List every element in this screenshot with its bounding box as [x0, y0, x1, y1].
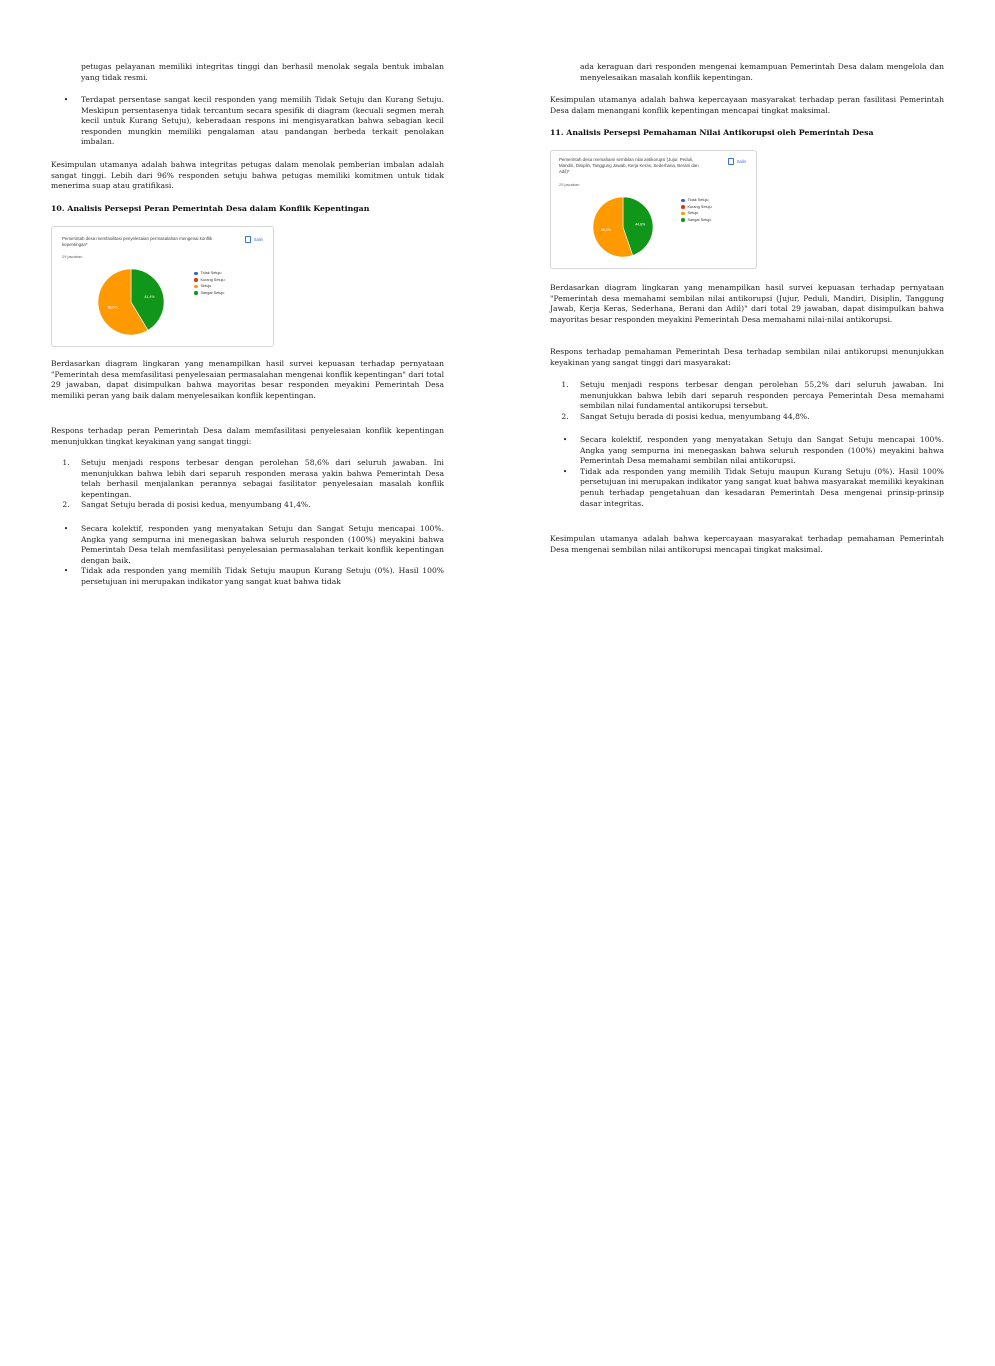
bullet-icon: • [63, 566, 69, 576]
legend-swatch [194, 278, 198, 282]
list-item [550, 435, 944, 467]
bullet-list [51, 524, 444, 588]
analysis-paragraph: Berdasarkan diagram lingkaran yang menampilkan hasil survei kepuasan terhadap pernyataan "Pemerintah desa memfasilitasi penyelesaian permasalahan mengenai konflik kepentingan" dari total 29 jawaban, dapat disimpulkan bahwa mayoritas besar responden meyakini Pemerintah Desa memiliki peran yang baik dalam menyelesaikan konflik kepentingan. [51, 359, 444, 400]
pie-data-label: 55,2% [600, 228, 611, 233]
list-number: 1. [62, 458, 70, 467]
section-heading-10: 10. Analisis Persepsi Peran Pemerintah Desa dalam Konflik Kepentingan [51, 204, 370, 213]
list-item [51, 500, 444, 511]
legend-item: Setuju [194, 283, 225, 290]
chart-figure-11 [550, 150, 757, 269]
chart-legend [194, 270, 225, 296]
list-text: Tidak ada responden yang memilih Tidak Setuju maupun Kurang Setuju (0%). Hasil 100% persetujuan ini merupakan indikator yang sangat kuat bahwa tidak [81, 566, 444, 586]
list-item [51, 566, 444, 587]
list-text: Secara kolektif, responden yang menyatakan Setuju dan Sangat Setuju mencapai 100%. Angka yang sempurna ini menegaskan bahwa seluruh responden (100%) meyakini bahwa Pemerintah Desa telah memfasilitasi penyelesaian permasalahan terkait konflik kepentingan dengan baik. [81, 524, 444, 565]
copy-button[interactable] [728, 158, 746, 165]
pie-data-label: 41,4% [144, 295, 155, 300]
intro-paragraph: petugas pelayanan memiliki integritas tinggi dan berhasil menolak segala bentuk imbalan yang tidak resmi. [81, 62, 444, 82]
copy-icon [245, 236, 251, 243]
legend-item: Setuju [681, 210, 712, 217]
list-number: 2. [62, 500, 70, 510]
list-item [51, 95, 444, 148]
pie-data-label: 58,6% [107, 305, 118, 310]
legend-swatch [681, 199, 685, 203]
numbered-list [550, 380, 944, 422]
conclusion-paragraph: Kesimpulan utamanya adalah bahwa integritas petugas dalam menolak pemberian imbalan adalah sangat tinggi. Lebih dari 96% responden setuju bahwa petugas memiliki komitmen untuk tidak menerima suap atau gratifikasi. [51, 160, 444, 191]
copy-button[interactable] [245, 236, 263, 243]
legend-swatch [194, 285, 198, 289]
response-count: 29 jawaban [62, 254, 83, 259]
legend-item: Tidak Setuju [681, 197, 712, 204]
chart-title: Pemerintah desa memfasilitasi penyelesaian permasalahan mengenai konflik kepentingan* [62, 236, 213, 247]
pie-data-label: 44,8% [635, 222, 646, 227]
list-item [550, 412, 944, 423]
chart-legend [681, 197, 712, 223]
numbered-list [51, 458, 444, 511]
bullet-icon: • [562, 466, 568, 476]
legend-item: Sangat Setuju [194, 290, 225, 297]
list-item [550, 467, 944, 509]
response-paragraph: Respons terhadap peran Pemerintah Desa dalam memfasilitasi penyelesaian konflik kepentingan menunjukkan tingkat keyakinan yang sangat tinggi: [51, 426, 444, 446]
chart-figure-10 [51, 226, 274, 347]
legend-item: Sangat Setuju [681, 217, 712, 224]
list-item [51, 458, 444, 500]
legend-swatch [194, 272, 198, 276]
response-paragraph: Respons terhadap pemahaman Pemerintah Desa terhadap sembilan nilai antikorupsi menunjukkan keyakinan yang sangat tinggi dari masyarakat: [550, 347, 944, 367]
copy-icon [728, 158, 734, 165]
section-heading-11: 11. Analisis Persepsi Pemahaman Nilai Antikorupsi oleh Pemerintah Desa [550, 128, 874, 137]
copy-label: Salin [253, 237, 263, 242]
intro-paragraph: ada keraguan dari responden mengenai kemampuan Pemerintah Desa dalam mengelola dan menyelesaikan masalah konflik kepentingan. [580, 62, 944, 82]
bullet-icon: • [63, 524, 69, 533]
list-text: Setuju menjadi respons terbesar dengan perolehan 55,2% dari seluruh jawaban. Ini menunjukkan bahwa lebih dari separuh responden percaya Pemerintah Desa memahami sembilan nilai fundamental antikorupsi tersebut. [580, 380, 944, 411]
list-text: Tidak ada responden yang memilih Tidak Setuju maupun Kurang Setuju (0%). Hasil 100% persetujuan ini merupakan indikator yang sangat kuat bahwa masyarakat memiliki keyakinan penuh terhadap pengetahuan dan kesadaran Pemerintah Desa mengenai prinsip-prinsip dasar integritas. [580, 466, 944, 508]
bullet-text: Terdapat persentase sangat kecil responden yang memilih Tidak Setuju dan Kurang Setuju. Meskipun persentasenya tidak tercantum secara spesifik di diagram (kecuali segmen merah kecil untuk Kurang Setuju), keberadaan respons ini mengisyaratkan bahwa sebagian kecil responden mungkin memiliki pengalaman atau pandangan berbeda terkait penolakan imbalan. [81, 95, 444, 147]
legend-swatch [194, 291, 198, 295]
legend-item: Tidak Setuju [194, 270, 225, 277]
bullet-list [550, 435, 944, 509]
list-item [550, 380, 944, 412]
list-number: 1. [561, 380, 569, 389]
list-item [51, 524, 444, 566]
legend-swatch [681, 212, 685, 216]
copy-label: Salin [736, 159, 746, 164]
legend-item: Kurang Setuju [681, 204, 712, 211]
list-text: Setuju menjadi respons terbesar dengan perolehan 58,6% dari seluruh jawaban. Ini menunjukkan bahwa lebih dari separuh responden merasa yakin bahwa Pemerintah Desa telah berhasil menjalankan perannya sebagai fasilitator penyelesaian masalah konflik kepentingan. [81, 458, 444, 499]
pie-chart [96, 267, 166, 337]
legend-swatch [681, 205, 685, 209]
list-text: Sangat Setuju berada di posisi kedua, menyumbang 44,8%. [580, 411, 810, 421]
legend-item: Kurang Setuju [194, 277, 225, 284]
legend-swatch [681, 218, 685, 222]
bullet-icon: • [63, 95, 69, 104]
pie-chart [591, 195, 655, 259]
list-number: 2. [561, 411, 569, 421]
list-text: Secara kolektif, responden yang menyatakan Setuju dan Sangat Setuju mencapai 100%. Angka yang sempurna ini menegaskan bahwa seluruh responden (100%) meyakini bahwa Pemerintah Desa memahami sembilan nilai antikorupsi. [580, 435, 944, 466]
conclusion-paragraph: Kesimpulan utamanya adalah bahwa kepercayaan masyarakat terhadap peran fasilitasi Pemerintah Desa dalam menangani konflik kepentingan mencapai tingkat maksimal. [550, 95, 944, 115]
analysis-paragraph: Berdasarkan diagram lingkaran yang menampilkan hasil survei kepuasan terhadap pernyataan "Pemerintah desa memahami sembilan nilai antikorupsi (Jujur, Peduli, Mandiri, Disiplin, Tanggung Jawab, Kerja Keras, Sederhana, Berani dan Adil)" dari total 29 jawaban, dapat disimpulkan bahwa mayoritas besar responden meyakini Pemerintah Desa memahami nilai-nilai antikorupsi. [550, 283, 944, 324]
chart-title: Pemerintah desa memahami sembilan nilai antikorupsi (Jujur, Peduli, Mandiri, Disiplin, Tanggung Jawab, Kerja Keras, Sederhana, Berani dan Adil)* [559, 157, 699, 174]
response-count: 29 jawaban [559, 182, 580, 187]
list-text: Sangat Setuju berada di posisi kedua, menyumbang 41,4%. [81, 500, 311, 510]
bullet-icon: • [562, 435, 568, 444]
final-conclusion: Kesimpulan utamanya adalah bahwa kepercayaan masyarakat terhadap pemahaman Pemerintah Desa mengenai sembilan nilai antikorupsi mencapai tingkat maksimal. [550, 534, 944, 554]
